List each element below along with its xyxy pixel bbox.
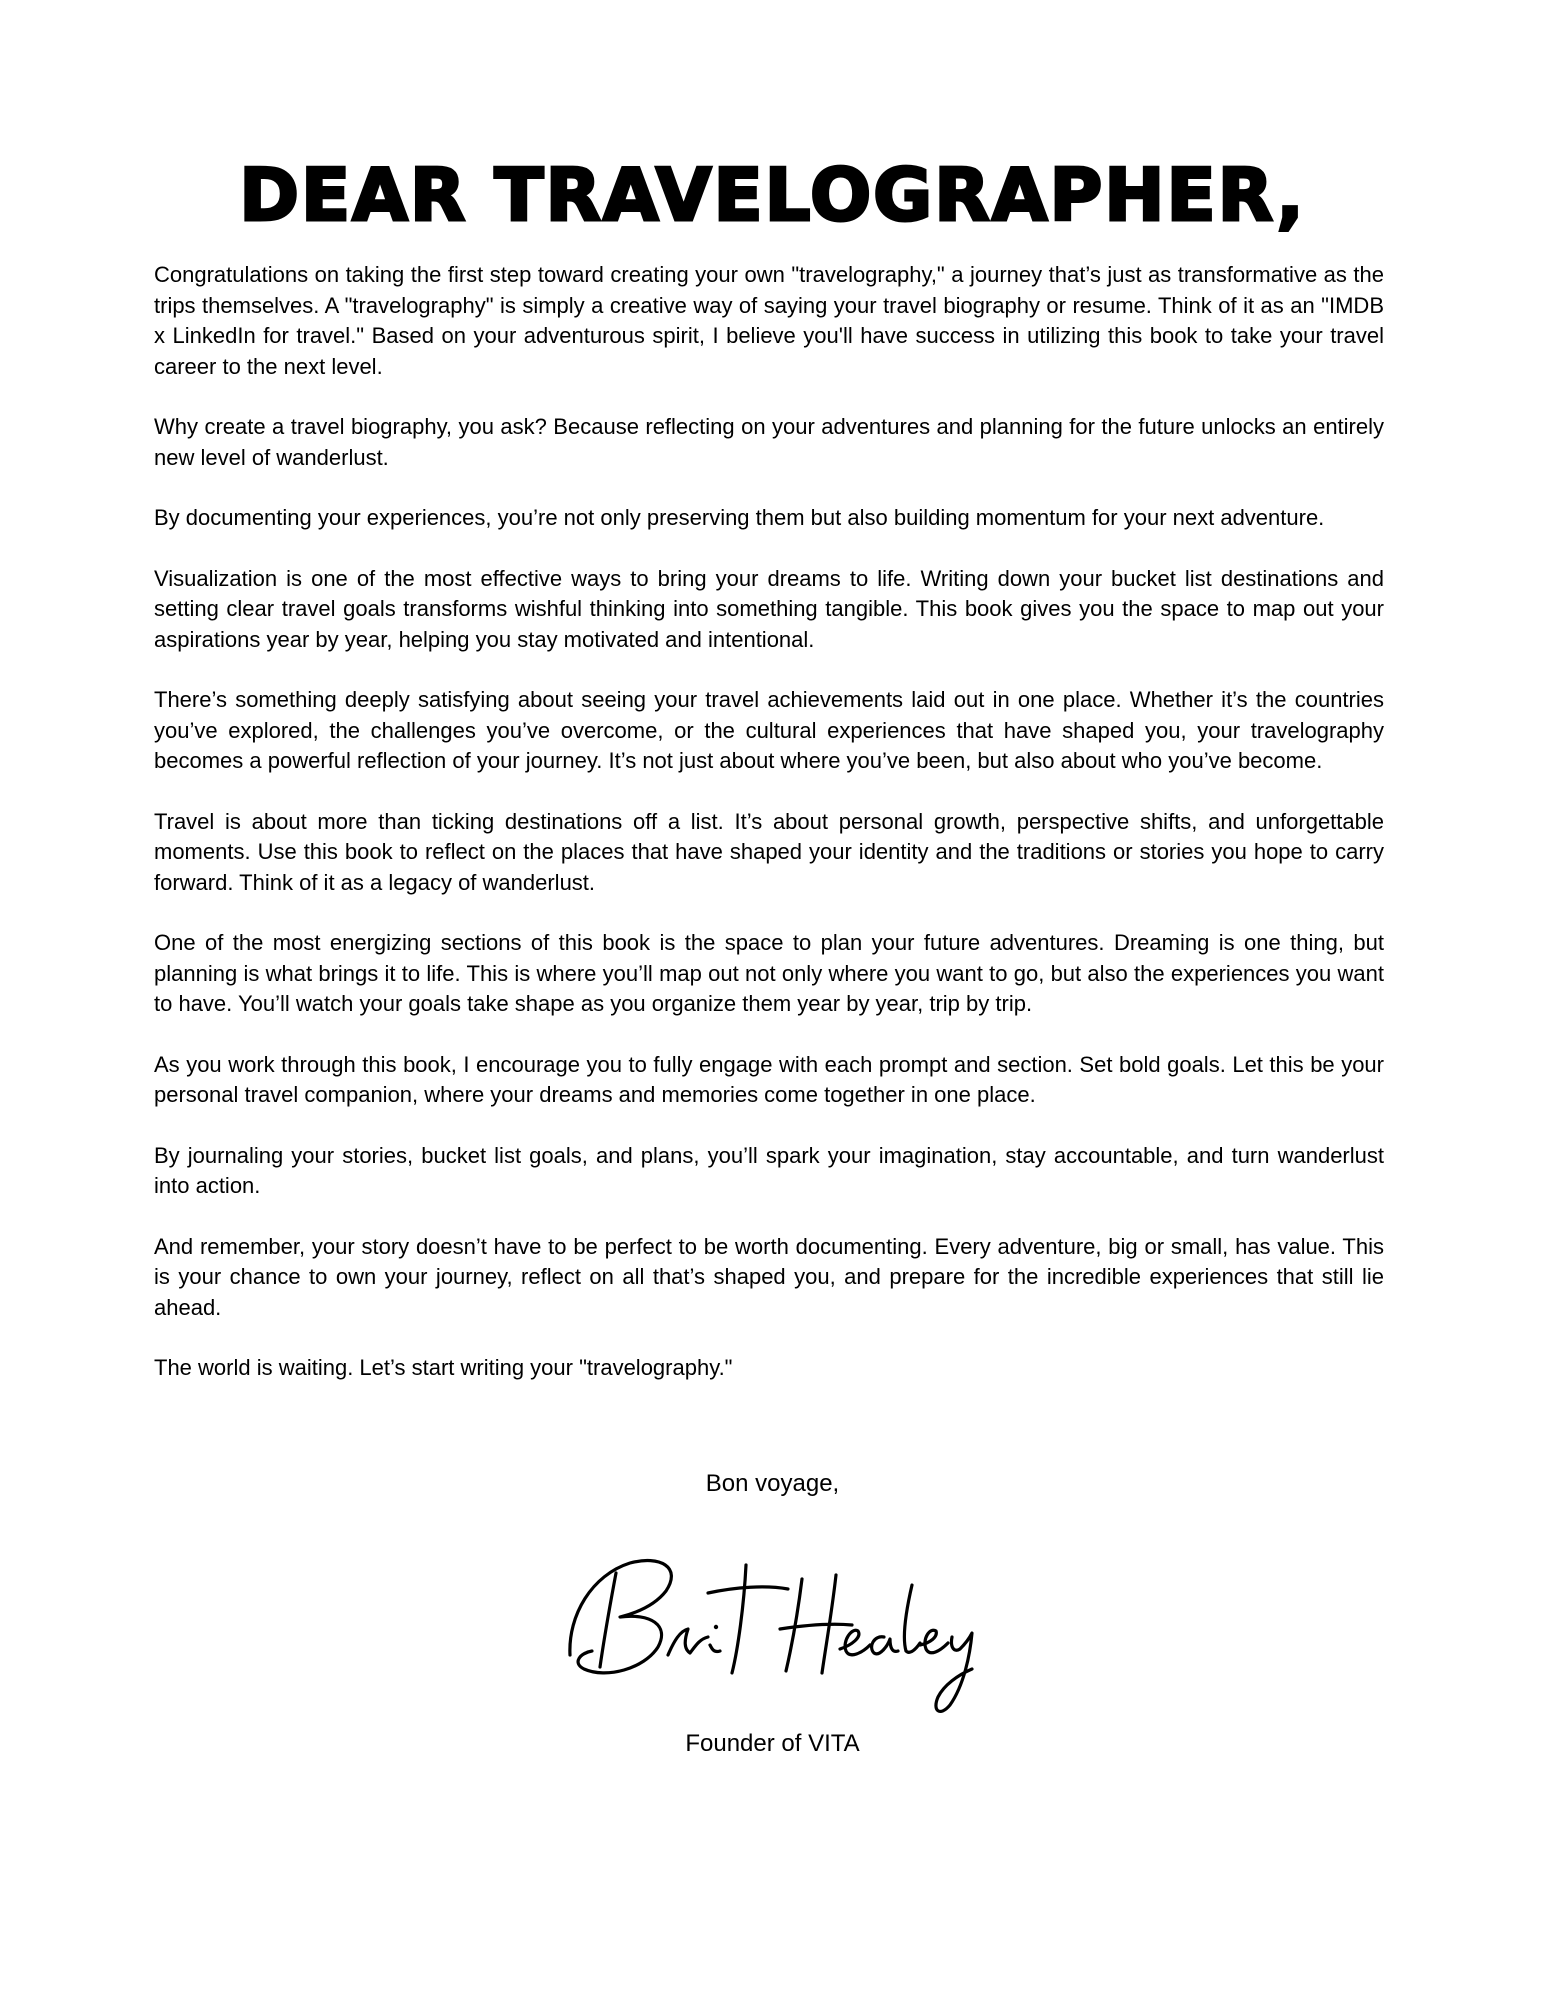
signature-image [540,1545,1010,1725]
letter-paragraph: Why create a travel biography, you ask? Because reflecting on your adventures and planning for the future unlocks an entirely new level of wanderlust. [154,414,1384,470]
signer-title: Founder of VITA [685,1730,860,1757]
signature [540,1545,1010,1725]
page-title: DEAR TRAVELOGRAPHER, [239,153,1306,237]
letter-paragraph: One of the most energizing sections of this book is the space to plan your future adventures. Dreaming is one thing, but planning is what brings it to life. This is where you’ll map out not only where you want to go, but also the experiences you want to have. You’ll watch your goals take shape as you organize them year by year, trip by trip. [154,930,1384,1016]
letter-body [154,260,1384,1414]
letter-paragraph: There’s something deeply satisfying about seeing your travel achievements laid out in one place. Whether it’s the countries you’ve explored, the challenges you’ve overcome, or the cultural experiences that have shaped you, your travelography becomes a powerful reflection of your journey. It’s not just about where you’ve been, but also about who you’ve become. [154,687,1384,773]
letter-paragraph: Travel is about more than ticking destinations off a list. It’s about personal growth, perspective shifts, and unforgettable moments. Use this book to reflect on the places that have shaped your identity and the traditions or stories you hope to carry forward. Think of it as a legacy of wanderlust. [154,808,1384,895]
letter-paragraph: By documenting your experiences, you’re not only preserving them but also building momentum for your next adventure. [154,505,1325,530]
closing-salutation: Bon voyage, [705,1470,840,1497]
letter-paragraph: The world is waiting. Let’s start writing your "travelography." [154,1355,733,1380]
letter-paragraph: As you work through this book, I encourage you to fully engage with each prompt and section. Set bold goals. Let this be your personal travel companion, where your dreams and memories come together in one place. [154,1051,1384,1107]
letter-paragraph: And remember, your story doesn’t have to be perfect to be worth documenting. Every adventure, big or small, has value. This is your chance to own your journey, reflect on all that’s shaped you, and prepare for the incredible experiences that still lie ahead. [154,1233,1384,1320]
letter-paragraph: By journaling your stories, bucket list goals, and plans, you’ll spark your imagination, stay accountable, and turn wanderlust into action. [154,1142,1384,1198]
letter-paragraph: Congratulations on taking the first step toward creating your own "travelography," a journey that’s just as transformative as the trips themselves. A "travelography" is simply a creative way of saying your travel biography or resume. Think of it as an "IMDB x LinkedIn for travel." Based on your adventurous spirit, I believe you'll have success in utilizing this book to take your travel career to the next level. [154,262,1384,379]
letter-paragraph: Visualization is one of the most effective ways to bring your dreams to life. Writing down your bucket list destinations and setting clear travel goals transforms wishful thinking into something tangible. This book gives you the space to map out your aspirations year by year, helping you stay motivated and intentional. [154,565,1384,652]
